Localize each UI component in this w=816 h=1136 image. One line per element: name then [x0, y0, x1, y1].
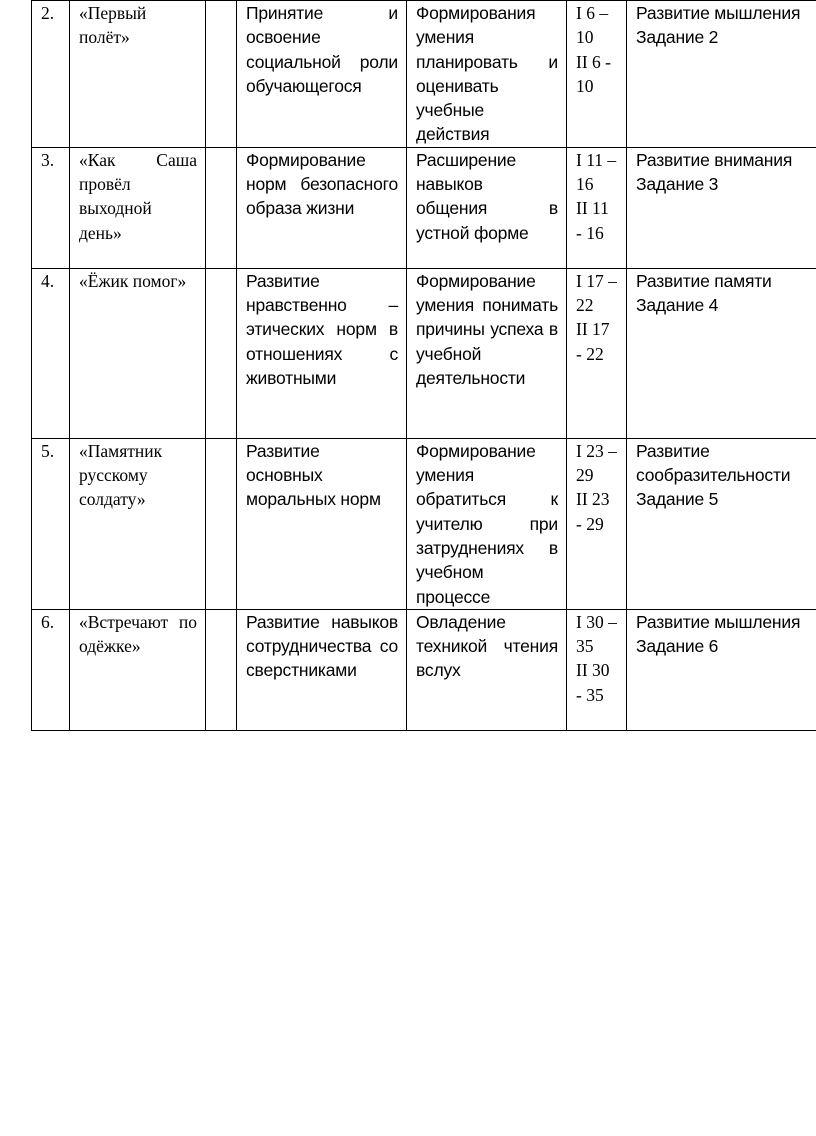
lesson-title: «Ёжик помог»	[70, 268, 206, 438]
table-row	[32, 1, 816, 148]
personal-goal: Развитие нравственно – этических норм в отношениях с животными	[237, 268, 407, 438]
meta-goal: Формирования умения планировать и оценивать учебные действия	[407, 1, 567, 148]
empty-cell	[206, 1, 237, 148]
personal-goal: Принятие и освоение социальной роли обучающегося	[237, 1, 407, 148]
pages: I 11 – 16 II 11 - 16	[567, 147, 627, 268]
lesson-title: «Как Саша провёл выходной день»	[70, 147, 206, 268]
row-number: 6.	[32, 609, 70, 730]
development-task: Развитие сообразительности Задание 5	[627, 438, 816, 609]
meta-goal: Формирование умения понимать причины успеха в учебной деятельности	[407, 268, 567, 438]
pages: I 30 – 35 II 30 - 35	[567, 609, 627, 730]
meta-goal: Расширение навыков общения в устной форме	[407, 147, 567, 268]
pages: I 6 – 10 II 6 - 10	[567, 1, 627, 148]
pages: I 23 – 29 II 23 - 29	[567, 438, 627, 609]
empty-cell	[206, 147, 237, 268]
table-row	[32, 438, 816, 609]
development-task: Развитие внимания Задание 3	[627, 147, 816, 268]
pages: I 17 – 22 II 17 - 22	[567, 268, 627, 438]
development-task: Развитие памяти Задание 4	[627, 268, 816, 438]
meta-goal: Формирование умения обратиться к учителю при затруднениях в учебном процессе	[407, 438, 567, 609]
lesson-title: «Первый полёт»	[70, 1, 206, 148]
development-task: Развитие мышления Задание 2	[627, 1, 816, 148]
personal-goal: Развитие навыков сотрудничества со сверстниками	[237, 609, 407, 730]
empty-cell	[206, 438, 237, 609]
lesson-title: «Встречают по одёжке»	[70, 609, 206, 730]
row-number: 3.	[32, 147, 70, 268]
lesson-plan-table	[31, 0, 816, 731]
lesson-title: «Памятник русскому солдату»	[70, 438, 206, 609]
row-number: 5.	[32, 438, 70, 609]
empty-cell	[206, 268, 237, 438]
table-row	[32, 268, 816, 438]
personal-goal: Развитие основных моральных норм	[237, 438, 407, 609]
row-number: 2.	[32, 1, 70, 148]
meta-goal: Овладение техникой чтения вслух	[407, 609, 567, 730]
empty-cell	[206, 609, 237, 730]
personal-goal: Формирование норм безопасного образа жизни	[237, 147, 407, 268]
development-task: Развитие мышления Задание 6	[627, 609, 816, 730]
row-number: 4.	[32, 268, 70, 438]
table-row	[32, 609, 816, 730]
table-row	[32, 147, 816, 268]
